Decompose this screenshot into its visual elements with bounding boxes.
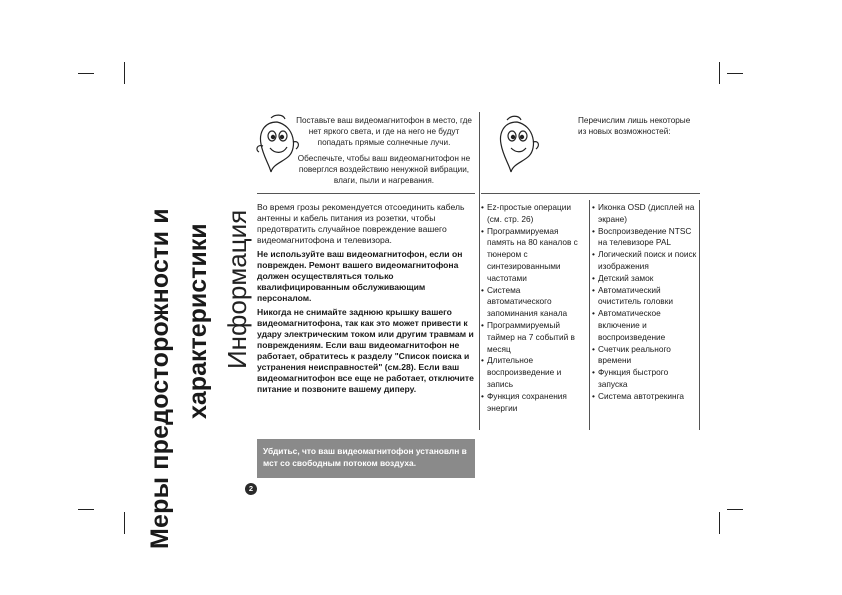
- feature-item: • Ez-простые операции (см. стр. 26): [481, 202, 585, 226]
- page-title: [140, 105, 252, 549]
- feature-item: • Иконка OSD (дисплей на экране): [592, 202, 698, 226]
- note-left-p2: Обеспечьте, чтобы ваш видеомагнитофон не поверглся воздействию ненужной вибрации, влаги, пыли и нагревания.: [297, 154, 471, 185]
- mascot-illustration-right: [493, 112, 541, 176]
- feature-item: • Система автоматического запоминания канала: [481, 285, 585, 320]
- feature-item: • Функция сохранения энергии: [481, 391, 585, 415]
- safety-paragraph-bold: Никогда не снимайте заднюю крышку вашего видеомагнитофона, так как это может привести к удару электрическим током или другим травмам и повреждениям. Если ваш видеомагнитофон не работает, обратитесь к разделу "Список поиска и устранения неисправностей" (см.28). Если ваш видеомагнитофон все еще не работает, отключите питание и позвоните вашему диперу.: [257, 307, 474, 394]
- column-divider: [699, 200, 700, 430]
- crop-mark: [719, 62, 720, 84]
- crop-mark: [727, 509, 743, 510]
- safety-paragraph-bold: Не используйте ваш видеомагнитофон, если он поврежден. Ремонт вашего видеомагнитофона должен осуществляться только квалифицированным обслуживающим персоналом.: [257, 249, 463, 303]
- safety-paragraph: Во время грозы рекомендуется отсоединить кабель антенны и кабель питания из розетки, чтобы предотвратить случайное повреждение вашего видеомагнитофона и телевизора.: [257, 202, 465, 245]
- feature-item: • Система автотрекинга: [592, 391, 698, 403]
- crop-mark: [124, 512, 125, 534]
- feature-item: • Воспроизведение NTSC на телевизоре PAL: [592, 226, 698, 250]
- column-divider: [479, 112, 480, 430]
- feature-item: • Функция быстрого запуска: [592, 367, 698, 391]
- separator: [257, 193, 475, 194]
- crop-mark: [78, 73, 94, 74]
- feature-item: • Счетчик реального времени: [592, 344, 698, 368]
- features-list-2: [592, 202, 698, 403]
- feature-item: • Автоматическое включение и воспроизведение: [592, 308, 698, 343]
- feature-item: • Длительное воспроизведение и запись: [481, 355, 585, 390]
- ventilation-notice: Убдитьс, что ваш видеомагнитофон установлн в мст со свободным потоком воздуха.: [257, 439, 475, 478]
- feature-item: • Программируемая память на 80 каналов с тюнером с синтезированными частотами: [481, 226, 585, 285]
- crop-mark: [727, 73, 743, 74]
- title-line-1: Меры предосторожности и: [146, 208, 174, 549]
- crop-mark: [719, 512, 720, 534]
- title-line-2: характеристики: [184, 223, 212, 419]
- feature-item: • Программируемый таймер на 7 событий в месяц: [481, 320, 585, 355]
- safety-text: [257, 202, 475, 398]
- separator: [481, 193, 700, 194]
- note-right-p1: Перечислим лишь некоторые из новых возможностей:: [578, 116, 691, 136]
- feature-item: • Автоматический очиститель головки: [592, 285, 698, 309]
- crop-mark: [78, 509, 94, 510]
- feature-item: • Логический поиск и поиск изображения: [592, 249, 698, 273]
- crop-mark: [124, 62, 125, 84]
- note-left-p1: Поставьте ваш видеомагнитофон в место, где нет яркого света, и где на него не будут попадать прямые солнечные лучи.: [296, 116, 472, 147]
- column-divider: [589, 200, 590, 430]
- note-left: [294, 115, 474, 186]
- page-number: 2: [245, 483, 257, 495]
- features-list-1: [481, 202, 585, 414]
- title-line-3: Информация: [222, 209, 252, 369]
- note-right: [578, 115, 698, 137]
- feature-item: • Детский замок: [592, 273, 698, 285]
